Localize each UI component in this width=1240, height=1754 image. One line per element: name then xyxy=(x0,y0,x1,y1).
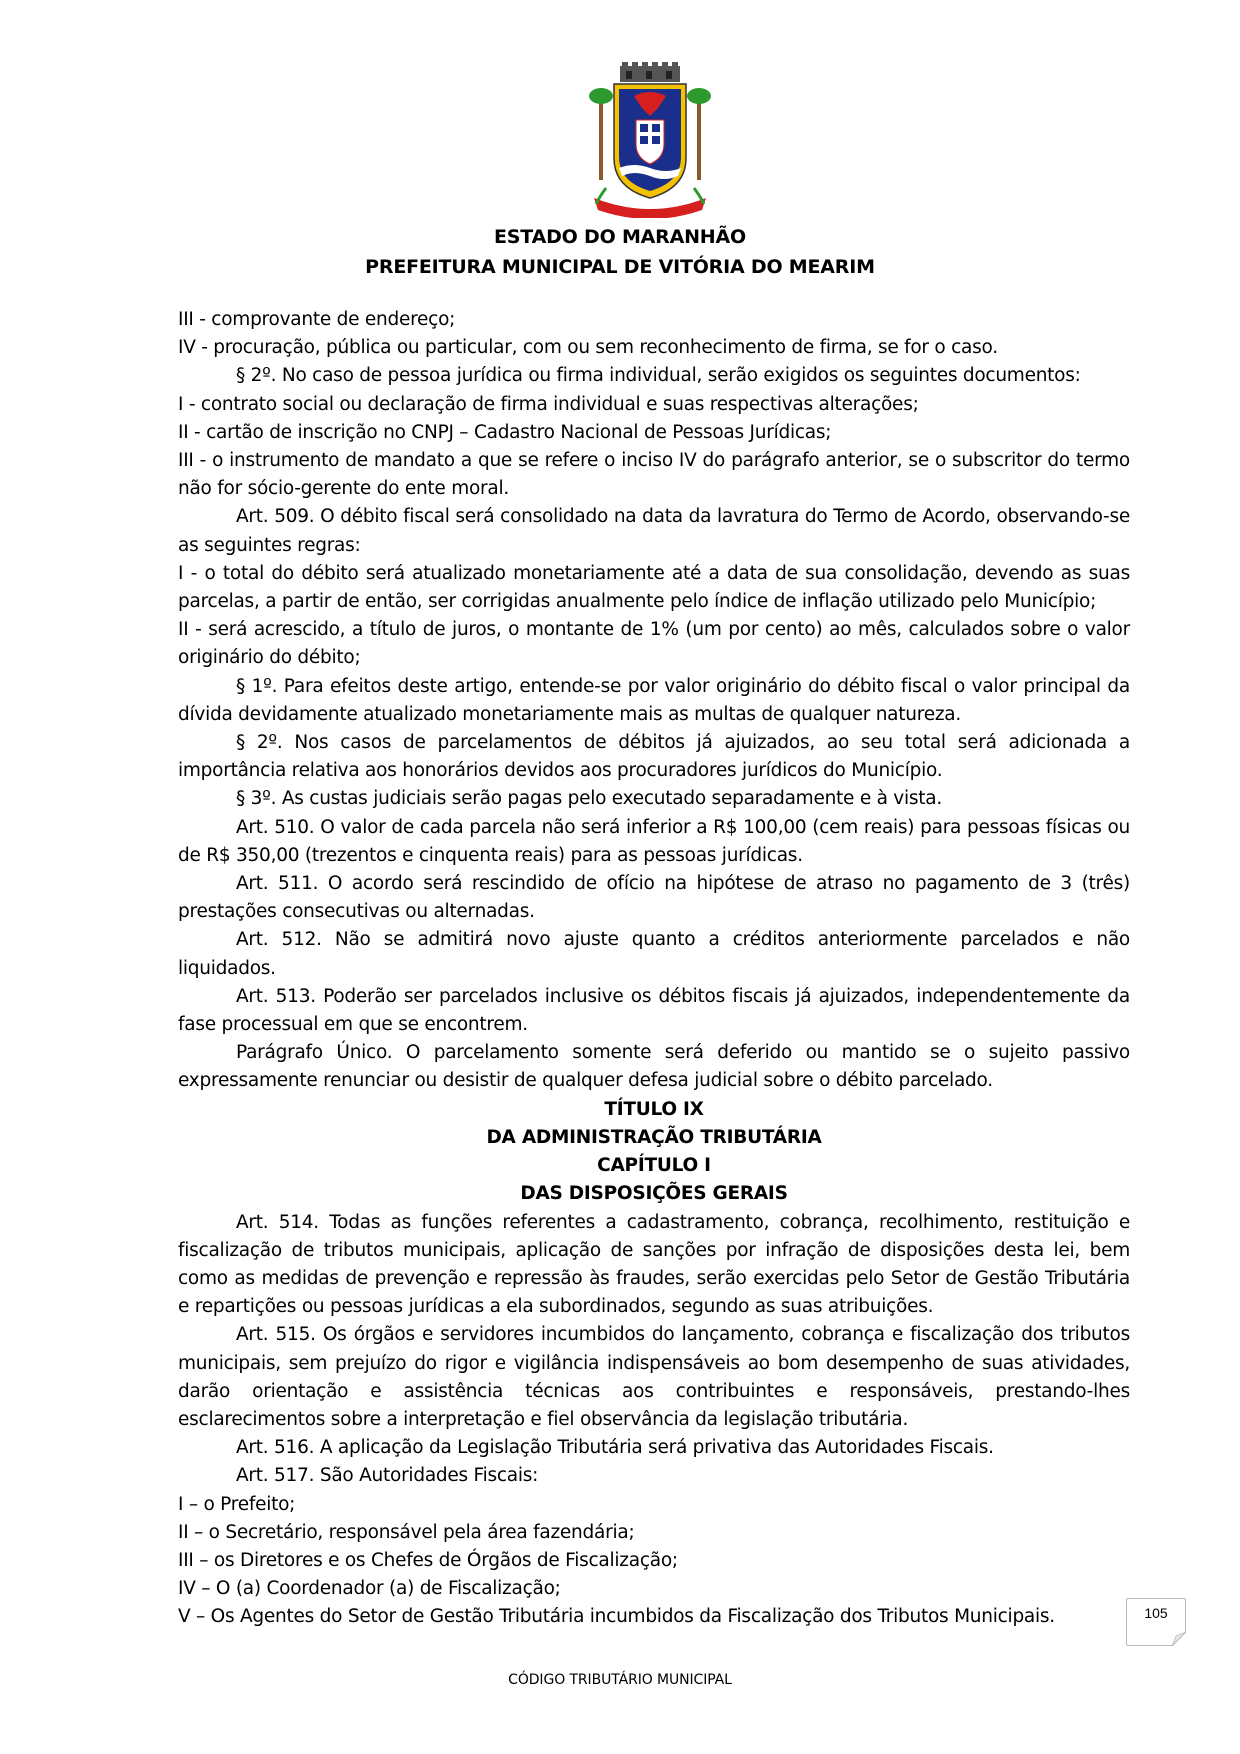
paragraph: § 3º. As custas judiciais serão pagas pelo executado separadamente e à vista. xyxy=(236,788,942,810)
paragraph: II - cartão de inscrição no CNPJ – Cadastro Nacional de Pessoas Jurídicas; xyxy=(178,421,832,443)
paragraph: I - o total do débito será atualizado monetariamente até a data de sua consolidação, devendo as suas parcelas, a partir de então, ser corrigidas anualmente pelo índice de inflação utilizado pelo Município; xyxy=(178,562,1130,613)
state-name: ESTADO DO MARANHÃO xyxy=(494,226,746,248)
paragraph: Art. 517. São Autoridades Fiscais: xyxy=(236,1465,539,1487)
paragraph: III - o instrumento de mandato a que se refere o inciso IV do parágrafo anterior, se o subscritor do termo não for sócio-gerente do ente moral. xyxy=(178,450,1130,500)
paragraph: Art. 514. Todas as funções referentes a cadastramento, cobrança, recolhimento, restituição e fiscalização de tributos municipais, aplicação de sanções por infração de disposições desta lei, bem como as medidas de prevenção e repressão às fraudes, serão exercidas pelo Setor de Gestão Tributária e repartições ou pessoas jurídicas a ela subordinados, segundo as suas atribuições. xyxy=(178,1211,1130,1318)
paragraph: III - comprovante de endereço; xyxy=(178,309,456,330)
document-body xyxy=(178,306,1130,1632)
paragraph: V – Os Agentes do Setor de Gestão Tributária incumbidos da Fiscalização dos Tributos Municipais. xyxy=(178,1606,1055,1628)
paragraph: Art. 516. A aplicação da Legislação Tributária será privativa das Autoridades Fiscais. xyxy=(236,1437,994,1459)
document-header xyxy=(0,222,1240,282)
paragraph: § 1º. Para efeitos deste artigo, entende-se por valor originário do débito fiscal o valor principal da dívida devidamente atualizado monetariamente mais as multas de qualquer natureza. xyxy=(178,675,1130,725)
paragraph: IV - procuração, pública ou particular, com ou sem reconhecimento de firma, se for o caso. xyxy=(178,337,998,359)
municipal-coat-of-arms-icon xyxy=(586,60,714,218)
paragraph: § 2º. No caso de pessoa jurídica ou firma individual, serão exigidos os seguintes documentos: xyxy=(236,365,1081,387)
paragraph: II – o Secretário, responsável pela área fazendária; xyxy=(178,1521,635,1543)
page-number: 105 xyxy=(1144,1605,1168,1621)
section-title: DA ADMINISTRAÇÃO TRIBUTÁRIA xyxy=(486,1126,822,1148)
paragraph: Art. 513. Poderão ser parcelados inclusive os débitos fiscais já ajuizados, independentemente da fase processual em que se encontrem. xyxy=(178,985,1130,1036)
paragraph: Art. 511. O acordo será rescindido de ofício na hipótese de atraso no pagamento de 3 (três) prestações consecutivas ou alternadas. xyxy=(178,873,1130,923)
page-curl-icon xyxy=(1172,1632,1186,1646)
document-footer: CÓDIGO TRIBUTÁRIO MUNICIPAL xyxy=(508,1672,732,1688)
paragraph: Art. 510. O valor de cada parcela não será inferior a R$ 100,00 (cem reais) para pessoas físicas ou de R$ 350,00 (trezentos e cinquenta reais) para as pessoas jurídicas. xyxy=(178,816,1130,866)
paragraph: § 2º. Nos casos de parcelamentos de débitos já ajuizados, ao seu total será adicionada a importância relativa aos honorários devidos aos procuradores jurídicos do Município. xyxy=(178,732,1130,782)
chapter-title: DAS DISPOSIÇÕES GERAIS xyxy=(520,1183,788,1205)
paragraph: Art. 515. Os órgãos e servidores incumbidos do lançamento, cobrança e fiscalização dos tributos municipais, sem prejuízo do rigor e vigilância indispensáveis ao bom desempenho de suas atividades, darão orientação e assistência técnicas aos contribuintes e responsáveis, prestando-lhes esclarecimentos sobre a interpretação e fiel observância da legislação tributária. xyxy=(178,1324,1130,1430)
paragraph: I – o Prefeito; xyxy=(178,1493,296,1515)
paragraph: Art. 512. Não se admitirá novo ajuste quanto a créditos anteriormente parcelados e não liquidados. xyxy=(178,929,1130,979)
section-title: TÍTULO IX xyxy=(604,1098,704,1120)
paragraph: Art. 509. O débito fiscal será consolidado na data da lavratura do Termo de Acordo, observando-se as seguintes regras: xyxy=(178,506,1130,556)
municipality-name: PREFEITURA MUNICIPAL DE VITÓRIA DO MEARIM xyxy=(365,256,875,278)
paragraph: I - contrato social ou declaração de firma individual e suas respectivas alterações; xyxy=(178,393,919,415)
paragraph: Parágrafo Único. O parcelamento somente será deferido ou mantido se o sujeito passivo expressamente renunciar ou desistir de qualquer defesa judicial sobre o débito parcelado. xyxy=(178,1042,1130,1092)
chapter-title: CAPÍTULO I xyxy=(597,1155,711,1177)
paragraph: II - será acrescido, a título de juros, o montante de 1% (um por cento) ao mês, calculados sobre o valor originário do débito; xyxy=(178,619,1130,669)
paragraph: III – os Diretores e os Chefes de Órgãos de Fiscalização; xyxy=(178,1549,678,1571)
page-number-box xyxy=(1126,1598,1186,1646)
paragraph: IV – O (a) Coordenador (a) de Fiscalização; xyxy=(178,1578,561,1600)
